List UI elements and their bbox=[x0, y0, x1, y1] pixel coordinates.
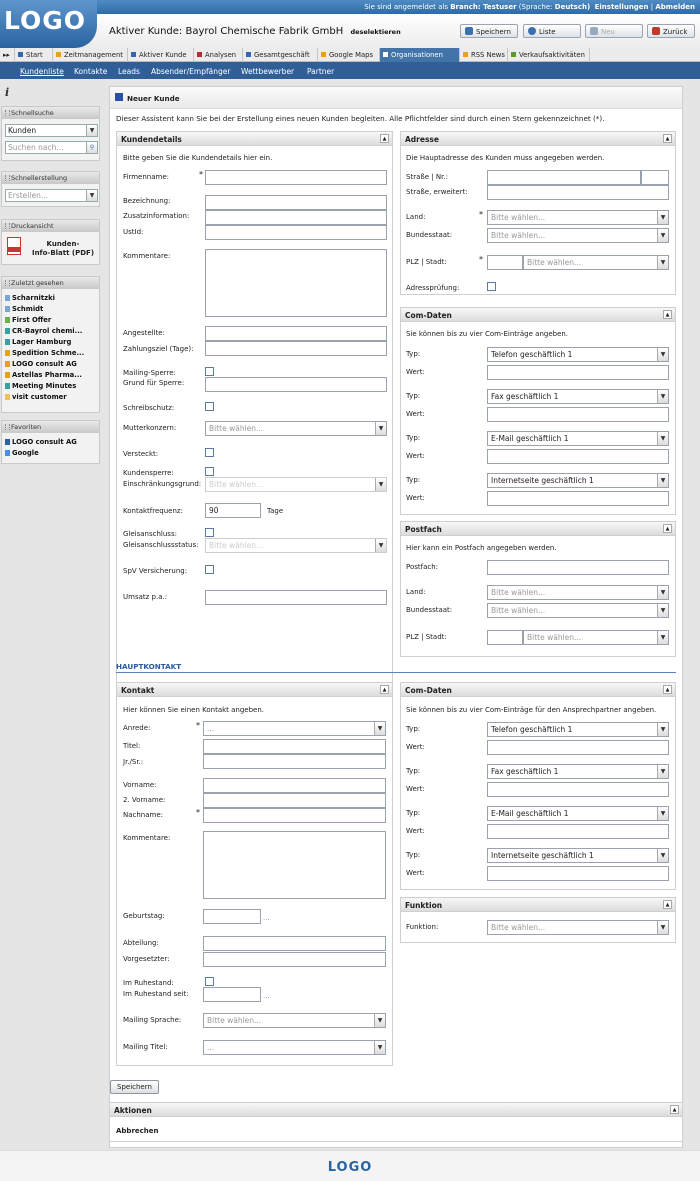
favorites-box bbox=[1, 420, 100, 464]
kontaktfrequenz-label: Kontaktfrequenz: bbox=[123, 507, 183, 515]
postfach-label: Postfach: bbox=[406, 563, 439, 571]
stadt-select[interactable]: Bitte wählen... ▼ bbox=[523, 255, 669, 270]
tab-zeitmanagement[interactable]: Zeitmanagement bbox=[53, 48, 128, 62]
ruhestand-seit-label: Im Ruhestand seit: bbox=[123, 990, 189, 998]
page-title: Neuer Kunde bbox=[127, 94, 180, 103]
tab-rss-news[interactable]: RSS News bbox=[460, 48, 508, 62]
subnav-wettbewerber[interactable]: Wettbewerber bbox=[241, 67, 295, 76]
active-customer-name: Aktiver Kunde: Bayrol Chemische Fabrik GmbH bbox=[109, 26, 344, 37]
section-divider bbox=[116, 672, 676, 673]
comvalue-input[interactable] bbox=[487, 449, 669, 464]
kontakt-panel bbox=[116, 682, 393, 1066]
mailing-sperre-checkbox[interactable] bbox=[205, 367, 214, 376]
company-icon bbox=[5, 361, 10, 367]
subnav-kundenliste[interactable]: Kundenliste bbox=[20, 67, 64, 76]
gleisstatus-select[interactable]: Bitte wählen... ▼ bbox=[205, 538, 387, 553]
chevron-down-icon: ▼ bbox=[657, 604, 668, 617]
logo-icon bbox=[5, 439, 10, 445]
mailing-titel-select[interactable]: ... ▼ bbox=[203, 1040, 386, 1055]
subnav-leads[interactable]: Leads bbox=[118, 67, 140, 76]
app-logo[interactable]: LOGO bbox=[0, 0, 97, 48]
funktion-select[interactable]: Bitte wählen... ▼ bbox=[487, 920, 669, 935]
gleisanschluss-checkbox[interactable] bbox=[205, 528, 214, 537]
calendar-icon[interactable]: ... bbox=[263, 992, 270, 1000]
recent-item[interactable]: Scharnitzki bbox=[5, 294, 55, 302]
jrsr-label: Jr./Sr.: bbox=[123, 758, 144, 766]
wert-label: Wert: bbox=[406, 494, 425, 502]
kontaktfrequenz-input[interactable]: 90 bbox=[205, 503, 261, 518]
back-icon bbox=[652, 27, 660, 35]
person-icon bbox=[5, 295, 10, 301]
land-label: Land: bbox=[406, 213, 426, 221]
nachname-label: Nachname: bbox=[123, 811, 164, 819]
postfach-stadt-select[interactable]: Bitte wählen... ▼ bbox=[523, 630, 669, 645]
grund-input[interactable] bbox=[205, 377, 387, 392]
contact-comtype-select[interactable]: Internetseite geschäftlich 1 ▼ bbox=[487, 848, 669, 863]
search-icon[interactable]: ⚲ bbox=[86, 141, 98, 154]
typ-label: Typ: bbox=[406, 767, 421, 775]
typ-label: Typ: bbox=[406, 434, 421, 442]
abteilung-label: Abteilung: bbox=[123, 939, 159, 947]
google-icon bbox=[5, 450, 10, 456]
visit-icon bbox=[5, 394, 10, 400]
strasse2-label: Straße, erweitert: bbox=[406, 188, 468, 196]
abteilung-input[interactable] bbox=[203, 936, 386, 951]
tage-label: Tage bbox=[267, 507, 284, 515]
chevron-down-icon: ▼ bbox=[374, 1014, 385, 1027]
recent-item[interactable]: Meeting Minutes bbox=[5, 382, 76, 390]
typ-label: Typ: bbox=[406, 476, 421, 484]
chevron-down-icon: ▼ bbox=[657, 211, 668, 224]
kundensperre-label: Kundensperre: bbox=[123, 469, 174, 477]
comtype-select[interactable]: E-Mail geschäftlich 1 ▼ bbox=[487, 431, 669, 446]
kundensperre-checkbox[interactable] bbox=[205, 467, 214, 476]
wert-label: Wert: bbox=[406, 869, 425, 877]
tab-scroll-icon[interactable]: ▸▸ bbox=[0, 48, 15, 62]
login-lang-prefix: (Sprache: bbox=[518, 3, 553, 11]
deselect-link[interactable]: deselektieren bbox=[350, 28, 401, 36]
tab-verkaufsaktivitaeten[interactable]: Verkaufsaktivitäten bbox=[508, 48, 590, 62]
funktion-title: Funktion bbox=[405, 901, 443, 910]
strasse-input[interactable] bbox=[487, 170, 641, 185]
favorite-item[interactable]: LOGO consult AG bbox=[5, 438, 77, 446]
chevron-down-icon: ▼ bbox=[657, 631, 668, 644]
chevron-down-icon: ▼ bbox=[657, 849, 668, 862]
collapse-icon[interactable]: ▲ bbox=[663, 310, 672, 319]
angestellte-input[interactable] bbox=[205, 326, 387, 341]
chevron-down-icon: ▼ bbox=[657, 432, 668, 445]
contact-comtype-select[interactable]: Fax geschäftlich 1 ▼ bbox=[487, 764, 669, 779]
collapse-icon[interactable]: ▲ bbox=[380, 134, 389, 143]
print-title: Druckansicht bbox=[2, 220, 99, 232]
vorname2-label: 2. Vorname: bbox=[123, 796, 166, 804]
quicksearch-type-select[interactable]: Kunden ▼ bbox=[5, 124, 98, 137]
nachname-input[interactable] bbox=[203, 808, 386, 823]
collapse-icon[interactable]: ▲ bbox=[670, 1105, 679, 1114]
zusatz-input[interactable] bbox=[205, 210, 387, 225]
meeting-icon bbox=[5, 383, 10, 389]
ruhestand-checkbox[interactable] bbox=[205, 977, 214, 986]
postfach-panel bbox=[400, 521, 676, 657]
contact-comvalue-input[interactable] bbox=[487, 782, 669, 797]
spv-label: SpV Versicherung: bbox=[123, 567, 188, 575]
actions-panel bbox=[109, 1102, 683, 1142]
required-mark: * bbox=[479, 255, 483, 264]
vorname2-input[interactable] bbox=[203, 793, 386, 808]
titel-input[interactable] bbox=[203, 739, 386, 754]
chevron-down-icon: ▼ bbox=[657, 256, 668, 269]
zahlungsziel-label: Zahlungsziel (Tage): bbox=[123, 345, 194, 353]
contact-comdaten-title: Com-Daten bbox=[405, 686, 452, 695]
hauptkontakt-heading: HAUPTKONTAKT bbox=[116, 662, 182, 671]
jrsr-input[interactable] bbox=[203, 754, 386, 769]
actions-title: Aktionen bbox=[114, 1106, 152, 1115]
back-button[interactable]: Zurück bbox=[647, 24, 695, 38]
kundendetails-panel bbox=[116, 131, 393, 697]
tab-start[interactable]: Start bbox=[15, 48, 53, 62]
contact-comvalue-input[interactable] bbox=[487, 824, 669, 839]
chevron-down-icon[interactable]: ▼ bbox=[86, 124, 98, 137]
collapse-icon[interactable]: ▲ bbox=[380, 685, 389, 694]
chevron-down-icon: ▼ bbox=[657, 348, 668, 361]
recent-item[interactable]: First Offer bbox=[5, 316, 51, 324]
main-content bbox=[109, 86, 683, 1148]
chevron-down-icon: ▼ bbox=[657, 921, 668, 934]
kundendetails-title: Kundendetails bbox=[121, 135, 182, 144]
collapse-icon[interactable]: ▲ bbox=[663, 685, 672, 694]
schreibschutz-checkbox[interactable] bbox=[205, 402, 214, 411]
wert-label: Wert: bbox=[406, 452, 425, 460]
vorgesetzter-input[interactable] bbox=[203, 952, 386, 967]
main-header bbox=[110, 87, 682, 109]
mutterkonzern-select[interactable]: Bitte wählen... ▼ bbox=[205, 421, 387, 436]
save-icon bbox=[465, 27, 473, 35]
logout-link[interactable]: Abmelden bbox=[655, 3, 695, 11]
document-icon bbox=[5, 317, 10, 323]
geburtstag-label: Geburtstag: bbox=[123, 912, 165, 920]
wert-label: Wert: bbox=[406, 410, 425, 418]
postfach-bundesstaat-select[interactable]: Bitte wählen... ▼ bbox=[487, 603, 669, 618]
quicksearch-box bbox=[1, 106, 100, 161]
comvalue-input[interactable] bbox=[487, 365, 669, 380]
login-branch: Branch: Testuser bbox=[450, 3, 517, 11]
collapse-icon[interactable]: ▲ bbox=[663, 524, 672, 533]
typ-label: Typ: bbox=[406, 725, 421, 733]
umsatz-label: Umsatz p.a.: bbox=[123, 593, 168, 601]
einschraenkung-label: Einschränkungsgrund: bbox=[123, 480, 202, 488]
postfach-input[interactable] bbox=[487, 560, 669, 575]
chevron-down-icon: ▼ bbox=[657, 765, 668, 778]
recent-item[interactable]: Spedition Schme... bbox=[5, 349, 84, 357]
geburtstag-input[interactable] bbox=[203, 909, 261, 924]
required-mark: * bbox=[199, 170, 203, 179]
plus-icon bbox=[590, 27, 598, 35]
info-icon[interactable]: i bbox=[5, 86, 10, 99]
comvalue-input[interactable] bbox=[487, 407, 669, 422]
gleisstatus-label: Gleisanschlussstatus: bbox=[123, 541, 199, 549]
document-icon bbox=[5, 339, 10, 345]
comtype-select[interactable]: Internetseite geschäftlich 1 ▼ bbox=[487, 473, 669, 488]
kontakt-kommentare-label: Kommentare: bbox=[123, 834, 171, 842]
top-status-bar bbox=[0, 0, 700, 14]
chevron-down-icon: ▼ bbox=[657, 807, 668, 820]
titel-label: Titel: bbox=[123, 742, 141, 750]
wert-label: Wert: bbox=[406, 785, 425, 793]
contact-comdaten-desc: Sie können bis zu vier Com-Einträge für den Ansprechpartner angeben. bbox=[406, 706, 657, 714]
topbar-separator: | bbox=[650, 3, 654, 11]
gleisanschluss-label: Gleisanschluss: bbox=[123, 530, 177, 538]
zusatz-label: Zusatzinformation: bbox=[123, 212, 190, 220]
typ-label: Typ: bbox=[406, 350, 421, 358]
wert-label: Wert: bbox=[406, 368, 425, 376]
kommentare-label: Kommentare: bbox=[123, 252, 171, 260]
plz-label: PLZ | Stadt: bbox=[406, 258, 447, 266]
comdaten-panel bbox=[400, 307, 676, 515]
postfach-desc: Hier kann ein Postfach angegeben werden. bbox=[406, 544, 557, 552]
ustid-input[interactable] bbox=[205, 225, 387, 240]
main-tabs bbox=[0, 48, 700, 62]
recent-item[interactable]: CR-Bayrol chemi... bbox=[5, 327, 82, 335]
adresspruefung-label: Adressprüfung: bbox=[406, 284, 460, 292]
settings-link[interactable]: Einstellungen bbox=[594, 3, 649, 11]
chevron-down-icon: ▼ bbox=[375, 422, 386, 435]
contact-comtype-select[interactable]: E-Mail geschäftlich 1 ▼ bbox=[487, 806, 669, 821]
recent-item[interactable]: Lager Hamburg bbox=[5, 338, 71, 346]
mutterkonzern-label: Mutterkonzern: bbox=[123, 424, 177, 432]
company-icon bbox=[5, 372, 10, 378]
typ-label: Typ: bbox=[406, 851, 421, 859]
active-customer-title bbox=[109, 26, 401, 37]
recent-title: Zuletzt gesehen bbox=[2, 277, 99, 289]
sub-navigation bbox=[0, 62, 700, 79]
typ-label: Typ: bbox=[406, 809, 421, 817]
subnav-partner[interactable]: Partner bbox=[307, 67, 335, 76]
kundendetails-desc: Bitte geben Sie die Kundendetails hier ein. bbox=[123, 154, 273, 162]
typ-label: Typ: bbox=[406, 392, 421, 400]
contact-comvalue-input[interactable] bbox=[487, 866, 669, 881]
required-mark: * bbox=[196, 808, 200, 817]
funktion-label: Funktion: bbox=[406, 923, 439, 931]
kontakt-title: Kontakt bbox=[121, 686, 155, 695]
subnav-kontakte[interactable]: Kontakte bbox=[74, 67, 108, 76]
postfach-plz-input[interactable] bbox=[487, 630, 523, 645]
mailing-titel-label: Mailing Titel: bbox=[123, 1043, 168, 1051]
company-icon bbox=[5, 350, 10, 356]
vorname-label: Vorname: bbox=[123, 781, 157, 789]
bundesstaat-label: Bundesstaat: bbox=[406, 231, 453, 239]
comvalue-input[interactable] bbox=[487, 491, 669, 506]
chevron-down-icon: ▼ bbox=[657, 723, 668, 736]
comdaten-title: Com-Daten bbox=[405, 311, 452, 320]
wert-label: Wert: bbox=[406, 827, 425, 835]
spv-checkbox[interactable] bbox=[205, 565, 214, 574]
plz-input[interactable] bbox=[487, 255, 523, 270]
adresse-title: Adresse bbox=[405, 135, 439, 144]
cancel-link[interactable]: Abbrechen bbox=[116, 1127, 159, 1135]
postfach-title: Postfach bbox=[405, 525, 442, 534]
mailing-sprache-label: Mailing Sprache: bbox=[123, 1016, 182, 1024]
header-save-button[interactable]: Speichern bbox=[460, 24, 518, 38]
postfach-plz-label: PLZ | Stadt: bbox=[406, 633, 447, 641]
contact-comtype-select[interactable]: Telefon geschäftlich 1 ▼ bbox=[487, 722, 669, 737]
tab-organisationen[interactable]: Organisationen bbox=[380, 48, 460, 62]
quickcreate-select[interactable]: Erstellen... ▼ bbox=[5, 189, 98, 202]
chevron-down-icon: ▼ bbox=[374, 1041, 385, 1054]
strasse2-input[interactable] bbox=[487, 185, 669, 200]
recent-item[interactable]: Schmidt bbox=[5, 305, 43, 313]
einschraenkung-select[interactable]: Bitte wählen... ▼ bbox=[205, 477, 387, 492]
chevron-down-icon: ▼ bbox=[657, 586, 668, 599]
anrede-select[interactable]: ... ▼ bbox=[203, 721, 386, 736]
quickcreate-title: Schnellerstellung bbox=[2, 172, 99, 184]
required-mark: * bbox=[196, 721, 200, 730]
firmenname-label: Firmenname: bbox=[123, 173, 169, 181]
bundesstaat-select[interactable]: Bitte wählen... ▼ bbox=[487, 228, 669, 243]
zahlungsziel-input[interactable] bbox=[205, 341, 387, 356]
required-mark: * bbox=[479, 210, 483, 219]
bezeichnung-input[interactable] bbox=[205, 195, 387, 210]
anrede-label: Anrede: bbox=[123, 724, 151, 732]
bezeichnung-label: Bezeichnung: bbox=[123, 197, 171, 205]
form-icon bbox=[115, 93, 123, 101]
ustid-label: UstId: bbox=[123, 228, 144, 236]
postfach-land-label: Land: bbox=[406, 588, 426, 596]
quicksearch-input[interactable]: Suchen nach... ⚲ bbox=[5, 141, 98, 154]
person-icon bbox=[5, 306, 10, 312]
tab-analysen[interactable]: Analysen bbox=[194, 48, 243, 62]
calendar-icon[interactable]: ... bbox=[263, 914, 270, 922]
list-button[interactable]: Liste bbox=[523, 24, 581, 38]
chevron-down-icon: ▼ bbox=[657, 474, 668, 487]
new-button[interactable]: Neu bbox=[585, 24, 643, 38]
chevron-down-icon[interactable]: ▼ bbox=[86, 189, 98, 202]
kontakt-desc: Hier können Sie einen Kontakt angeben. bbox=[123, 706, 265, 714]
land-select[interactable]: Bitte wählen... ▼ bbox=[487, 210, 669, 225]
ruhestand-label: Im Ruhestand: bbox=[123, 979, 174, 987]
tab-gesamtgeschaeft[interactable]: Gesamtgeschäft bbox=[243, 48, 318, 62]
recent-item[interactable]: Astellas Pharma... bbox=[5, 371, 82, 379]
adresse-desc: Die Hauptadresse des Kunden muss angegeben werden. bbox=[406, 154, 605, 162]
grund-label: Grund für Sperre: bbox=[123, 379, 185, 387]
kommentare-textarea[interactable] bbox=[205, 249, 387, 317]
list-icon bbox=[528, 27, 536, 35]
postfach-bundesstaat-label: Bundesstaat: bbox=[406, 606, 453, 614]
angestellte-label: Angestellte: bbox=[123, 329, 165, 337]
collapse-icon[interactable]: ▲ bbox=[663, 900, 672, 909]
mailing-sperre-label: Mailing-Sperre: bbox=[123, 369, 176, 377]
comdaten-desc: Sie können bis zu vier Com-Einträge angeben. bbox=[406, 330, 569, 338]
comtype-select[interactable]: Fax geschäftlich 1 ▼ bbox=[487, 389, 669, 404]
chevron-down-icon: ▼ bbox=[657, 229, 668, 242]
tab-google-maps[interactable]: Google Maps bbox=[318, 48, 380, 62]
firmenname-input[interactable] bbox=[205, 170, 387, 185]
strasse-label: Straße | Nr.: bbox=[406, 173, 448, 181]
recent-box bbox=[1, 276, 100, 413]
chevron-down-icon: ▼ bbox=[375, 539, 386, 552]
footer-logo: LOGO bbox=[327, 1160, 373, 1175]
save-button[interactable]: Speichern bbox=[110, 1080, 159, 1094]
login-lang: Deutsch) bbox=[554, 3, 591, 11]
recent-item[interactable]: visit customer bbox=[5, 393, 67, 401]
contact-comvalue-input[interactable] bbox=[487, 740, 669, 755]
tab-aktiver-kunde[interactable]: Aktiver Kunde bbox=[128, 48, 194, 62]
subnav-absender[interactable]: Absender/Empfänger bbox=[151, 67, 231, 76]
adresse-panel bbox=[400, 131, 676, 295]
postfach-land-select[interactable]: Bitte wählen... ▼ bbox=[487, 585, 669, 600]
document-icon bbox=[5, 328, 10, 334]
favorites-title: Favoriten bbox=[2, 421, 99, 433]
print-box bbox=[1, 219, 100, 265]
print-link[interactable]: Kunden- Info-Blatt (PDF) bbox=[31, 240, 95, 257]
mailing-sprache-select[interactable]: Bitte wählen... ▼ bbox=[203, 1013, 386, 1028]
intro-text: Dieser Assistent kann Sie bei der Erstellung eines neuen Kunden begleiten. Alle Pflichtfelder sind durch einen Stern gekennzeichnet (*). bbox=[116, 114, 605, 123]
schreibschutz-label: Schreibschutz: bbox=[123, 404, 175, 412]
quicksearch-title: Schnellsuche bbox=[2, 107, 99, 119]
adresspruefung-checkbox[interactable] bbox=[487, 282, 496, 291]
versteckt-checkbox[interactable] bbox=[205, 448, 214, 457]
collapse-icon[interactable]: ▲ bbox=[663, 134, 672, 143]
chevron-down-icon: ▼ bbox=[374, 722, 385, 735]
favorite-item[interactable]: Google bbox=[5, 449, 39, 457]
chevron-down-icon: ▼ bbox=[375, 478, 386, 491]
vorname-input[interactable] bbox=[203, 778, 386, 793]
umsatz-input[interactable] bbox=[205, 590, 387, 605]
comtype-select[interactable]: Telefon geschäftlich 1 ▼ bbox=[487, 347, 669, 362]
kontakt-kommentare-textarea[interactable] bbox=[203, 831, 386, 899]
funktion-panel bbox=[400, 897, 676, 943]
hausnummer-input[interactable] bbox=[641, 170, 669, 185]
login-prefix: Sie sind angemeldet als bbox=[364, 3, 448, 11]
quickcreate-box bbox=[1, 171, 100, 207]
contact-comdaten-panel bbox=[400, 682, 676, 890]
recent-item[interactable]: LOGO consult AG bbox=[5, 360, 77, 368]
pdf-icon[interactable] bbox=[7, 237, 21, 255]
ruhestand-seit-input[interactable] bbox=[203, 987, 261, 1002]
versteckt-label: Versteckt: bbox=[123, 450, 159, 458]
vorgesetzter-label: Vorgesetzter: bbox=[123, 955, 170, 963]
chevron-down-icon: ▼ bbox=[657, 390, 668, 403]
wert-label: Wert: bbox=[406, 743, 425, 751]
